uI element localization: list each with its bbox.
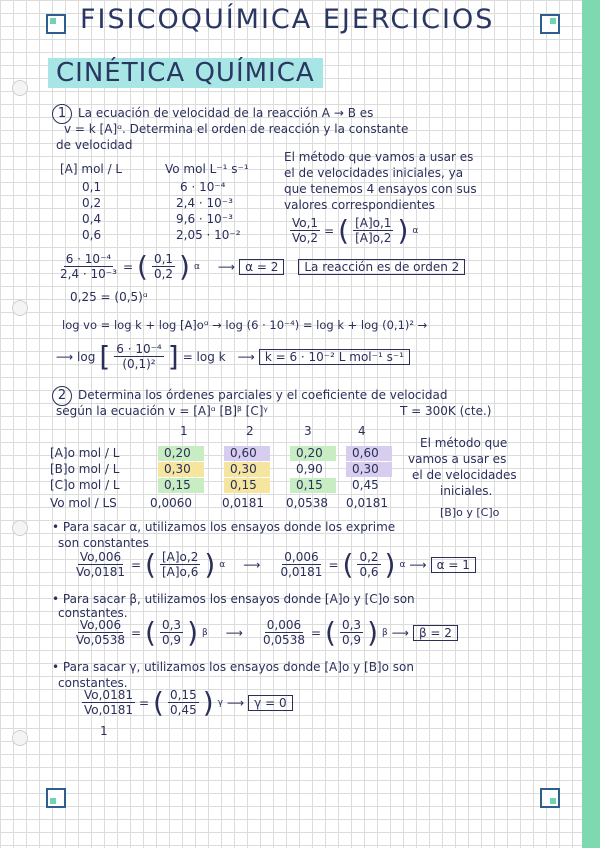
table-cell: 9,6 · 10⁻³ bbox=[176, 212, 233, 226]
calc-equation: $\frac{\text{6 · 10⁻⁴}}{\text{2,4 · 10⁻³}}$ = ( $\frac{0,1}{0,2}$ ) α ⟶ α = 2 La reacción es de orden 2 bbox=[58, 252, 465, 281]
table-cell: 0,0181 bbox=[222, 496, 264, 510]
fraction-numerator: 6 · 10⁻⁴ bbox=[65, 252, 112, 266]
table-cell: 0,0538 bbox=[286, 496, 328, 510]
exercise-number: 1 bbox=[52, 104, 72, 124]
table-cell: 0,30 bbox=[164, 462, 191, 476]
fraction-numerator: Vo,006 bbox=[79, 618, 122, 632]
row-label: [C]o mol / L bbox=[50, 478, 120, 492]
table-cell: 0,1 bbox=[82, 180, 102, 194]
fraction-numerator: [A]o,2 bbox=[161, 550, 199, 564]
alpha-result: α = 2 bbox=[239, 259, 284, 275]
fraction-numerator: Vo,006 bbox=[79, 550, 122, 564]
page-edge-strip bbox=[582, 0, 600, 848]
method-note: vamos a usar es bbox=[408, 452, 507, 466]
table-cell: 0,30 bbox=[352, 462, 379, 476]
table-cell: 0,6 bbox=[82, 228, 102, 242]
corner-square-icon bbox=[46, 14, 66, 34]
alpha-equation: $\frac{Vo,006}{Vo,0181}$ = ( $\frac{[A]o,2}{[A]o,6}$ ) α ⟶ $\frac{0,006}{0,0181}$ = ( $\frac{0,2}{0,6}$ ) α ⟶ α = 1 bbox=[74, 550, 476, 579]
binder-hole bbox=[12, 300, 28, 316]
table-header: [A] mol / L bbox=[60, 162, 123, 176]
fraction-numerator: 0,2 bbox=[359, 550, 379, 564]
fraction-numerator: 0,006 bbox=[284, 550, 319, 564]
temperature-note: T = 300K (cte.) bbox=[400, 404, 492, 418]
equation-part: = log k bbox=[182, 349, 226, 364]
row-label: Vo mol / LS bbox=[50, 496, 117, 510]
log-equation: log vo = log k + log [A]oᵅ → log (6 · 10⁻⁴) = log k + log (0,1)² → bbox=[62, 318, 428, 332]
fraction-denominator: 0,9 bbox=[161, 633, 182, 647]
row-label: [B]o mol / L bbox=[50, 462, 120, 476]
section-title: CINÉTICA QUÍMICA bbox=[48, 58, 323, 88]
method-note: El método que bbox=[420, 436, 508, 450]
table-cell: 0,0181 bbox=[346, 496, 388, 510]
ratio-equation: $\frac{Vo,1}{Vo,2}$ = ( $\frac{[A]o,1}{[A]o,2}$ ) α bbox=[292, 213, 419, 247]
gamma-result: γ = 0 bbox=[248, 695, 292, 711]
method-note: El método que vamos a usar es bbox=[284, 150, 474, 164]
exercise-number: 2 bbox=[52, 386, 72, 406]
alpha-result: α = 1 bbox=[431, 557, 476, 573]
fraction-denominator: 0,45 bbox=[169, 703, 197, 717]
table-cell: 0,15 bbox=[230, 478, 257, 492]
annotation: 1 bbox=[100, 724, 108, 738]
fraction-numerator: 0,006 bbox=[266, 618, 302, 632]
corner-square-icon bbox=[540, 14, 560, 34]
fraction-denominator: Vo,0538 bbox=[76, 633, 125, 647]
table-cell: 2,05 · 10⁻² bbox=[176, 228, 241, 242]
k-equation: ⟶ log [ $\frac{\text{6 · 10⁻⁴}}{\text{(0,1)²}}$ ] = log k ⟶ k = 6 · 10⁻² L mol⁻¹ s⁻¹ bbox=[56, 342, 410, 371]
exercise-statement: de velocidad bbox=[56, 138, 133, 152]
fraction-denominator: [A]o,6 bbox=[161, 565, 199, 579]
table-cell: 0,4 bbox=[82, 212, 102, 226]
fraction-numerator: Vo,1 bbox=[292, 216, 319, 230]
table-cell: 0,60 bbox=[352, 446, 379, 460]
table-cell: 6 · 10⁻⁴ bbox=[180, 180, 226, 194]
page-title: FISICOQUÍMICA EJERCICIOS bbox=[80, 4, 495, 35]
fraction-denominator: 0,9 bbox=[341, 633, 362, 647]
table-cell: 0,90 bbox=[296, 462, 323, 476]
k-result: k = 6 · 10⁻² L mol⁻¹ s⁻¹ bbox=[259, 349, 410, 365]
fraction-numerator: 0,15 bbox=[169, 688, 197, 702]
fraction-denominator: Vo,0181 bbox=[76, 565, 125, 579]
method-note: que tenemos 4 ensayos con sus bbox=[284, 182, 477, 196]
corner-square-icon bbox=[540, 788, 560, 808]
table-cell: 0,30 bbox=[230, 462, 257, 476]
order-result: La reacción es de orden 2 bbox=[298, 259, 465, 275]
fraction-denominator: [A]o,2 bbox=[355, 231, 392, 245]
fraction-denominator: 0,6 bbox=[359, 565, 379, 579]
method-note: el de velocidades bbox=[412, 468, 517, 482]
gamma-equation: $\frac{Vo,0181}{Vo,0181}$ = ( $\frac{0,15}{0,45}$ ) γ ⟶ γ = 0 bbox=[82, 688, 293, 717]
fraction-numerator: [A]o,1 bbox=[355, 216, 392, 230]
binder-hole bbox=[12, 80, 28, 96]
beta-result: β = 2 bbox=[413, 625, 458, 641]
binder-hole bbox=[12, 520, 28, 536]
fraction-denominator: 0,0181 bbox=[280, 565, 323, 579]
table-cell: 0,2 bbox=[82, 196, 102, 210]
exercise-statement: Determina los órdenes parciales y el coeficiente de velocidad bbox=[78, 388, 448, 402]
exercise-statement: según la ecuación v = [A]ᵅ [B]ᵝ [C]ᵞ bbox=[56, 404, 268, 418]
method-note: iniciales. bbox=[440, 484, 493, 498]
table-cell: 0,20 bbox=[164, 446, 191, 460]
exercise-statement: La ecuación de velocidad de la reacción A → B es bbox=[78, 106, 374, 120]
binder-hole bbox=[12, 730, 28, 746]
fraction-denominator: 0,0538 bbox=[262, 633, 305, 647]
gamma-intro: constantes. bbox=[58, 676, 128, 690]
exercise-statement: v = k [A]ᵅ. Determina el orden de reacción y la constante bbox=[64, 122, 409, 136]
equation-line: 0,25 = (0,5)ᵅ bbox=[70, 290, 148, 304]
fraction-denominator: 0,2 bbox=[153, 267, 174, 281]
annotation: [B]o y [C]o bbox=[440, 506, 500, 519]
row-label: [A]o mol / L bbox=[50, 446, 120, 460]
fraction-denominator: Vo,0181 bbox=[84, 703, 133, 717]
fraction-numerator: 0,1 bbox=[153, 252, 174, 266]
fraction-numerator: Vo,0181 bbox=[84, 688, 133, 702]
table-cell: 0,15 bbox=[164, 478, 191, 492]
beta-intro: • Para sacar β, utilizamos los ensayos donde [A]o y [C]o son bbox=[52, 592, 415, 606]
fraction-numerator: 0,3 bbox=[161, 618, 182, 632]
exponent: α bbox=[412, 225, 419, 236]
table-cell: 0,15 bbox=[296, 478, 323, 492]
fraction-denominator: (0,1)² bbox=[122, 357, 156, 371]
column-number: 4 bbox=[358, 424, 366, 438]
fraction-numerator: 0,3 bbox=[341, 618, 362, 632]
alpha-intro: son constantes bbox=[58, 536, 149, 550]
method-note: el de velocidades iniciales, ya bbox=[284, 166, 464, 180]
fraction-denominator: 2,4 · 10⁻³ bbox=[60, 267, 117, 281]
beta-equation: $\frac{Vo,006}{Vo,0538}$ = ( $\frac{0,3}{0,9}$ ) β ⟶ $\frac{0,006}{0,0538}$ = ( $\frac{0,3}{0,9}$ ) β ⟶ β = 2 bbox=[74, 618, 458, 647]
table-cell: 0,0060 bbox=[150, 496, 192, 510]
fraction-denominator: Vo,2 bbox=[292, 231, 319, 245]
table-cell: 0,20 bbox=[296, 446, 323, 460]
table-cell: 0,45 bbox=[352, 478, 379, 492]
column-number: 3 bbox=[304, 424, 312, 438]
table-header: Vo mol L⁻¹ s⁻¹ bbox=[165, 162, 249, 176]
gamma-intro: • Para sacar γ, utilizamos los ensayos donde [A]o y [B]o son bbox=[52, 660, 414, 674]
fraction-numerator: 6 · 10⁻⁴ bbox=[116, 342, 162, 356]
beta-intro: constantes. bbox=[58, 606, 128, 620]
table-cell: 2,4 · 10⁻³ bbox=[176, 196, 233, 210]
column-number: 2 bbox=[246, 424, 254, 438]
column-number: 1 bbox=[180, 424, 188, 438]
corner-square-icon bbox=[46, 788, 66, 808]
alpha-intro: • Para sacar α, utilizamos los ensayos donde los exprime bbox=[52, 520, 396, 534]
method-note: valores correspondientes bbox=[284, 198, 436, 212]
table-cell: 0,60 bbox=[230, 446, 257, 460]
